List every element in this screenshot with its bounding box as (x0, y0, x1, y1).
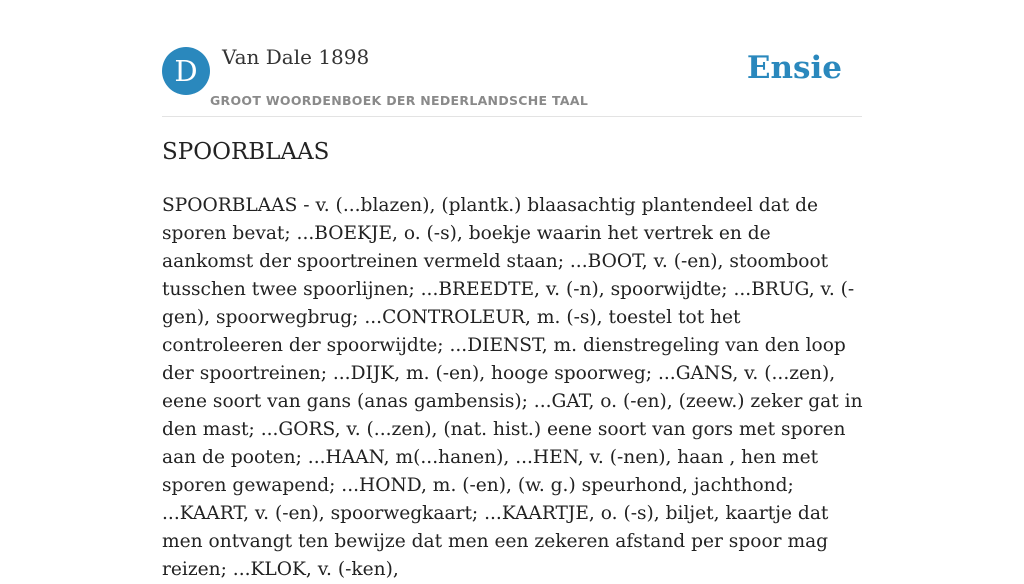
ensie-logo-link[interactable]: Ensie (746, 50, 842, 86)
dictionary-avatar[interactable]: D (162, 47, 210, 95)
entry-definition: SPOORBLAAS - v. (...blazen), (plantk.) blaasachtig plantendeel dat de sporen bevat; ...BOEKJE, o. (-s), boekje waarin het vertrek en de aankomst der spoortreinen vermeld staan; ...BOOT, v. (-en), stoomboot tusschen twee spoorlijnen; ...BREEDTE, v. (-n), spoorwijdte; ...BRUG, v. (-gen), spoorwegbrug; ...CONTROLEUR, m. (-s), toestel tot het controleeren der spoorwijdte; ...DIENST, m. dienstregeling van den loop der spoortreinen; ...DIJK, m. (-en), hooge spoorweg; ...GANS, v. (...zen), eene soort van gans (anas gambensis); ...GAT, o. (-en), (zeew.) zeker gat in den mast; ...GORS, v. (...zen), (nat. hist.) eene soort van gors met sporen aan de pooten; ...HAAN, m(...hanen), ...HEN, v. (-nen), haan , hen met sporen gewapend; ...HOND, m. (-en), (w. g.) speurhond, jachthond; ...KAART, v. (-en), spoorwegkaart; ...KAARTJE, o. (-s), biljet, kaartje dat men ontvangt ten bewijze dat men een zekeren afstand per spoor mag reizen; ...KLOK, v. (-ken), (162, 195, 863, 580)
entry-headword: SPOORBLAAS (162, 139, 330, 165)
dictionary-title[interactable]: Van Dale 1898 (222, 45, 370, 69)
dictionary-subtitle: GROOT WOORDENBOEK DER NEDERLANDSCHE TAAL (210, 93, 589, 108)
site-header (162, 0, 862, 117)
